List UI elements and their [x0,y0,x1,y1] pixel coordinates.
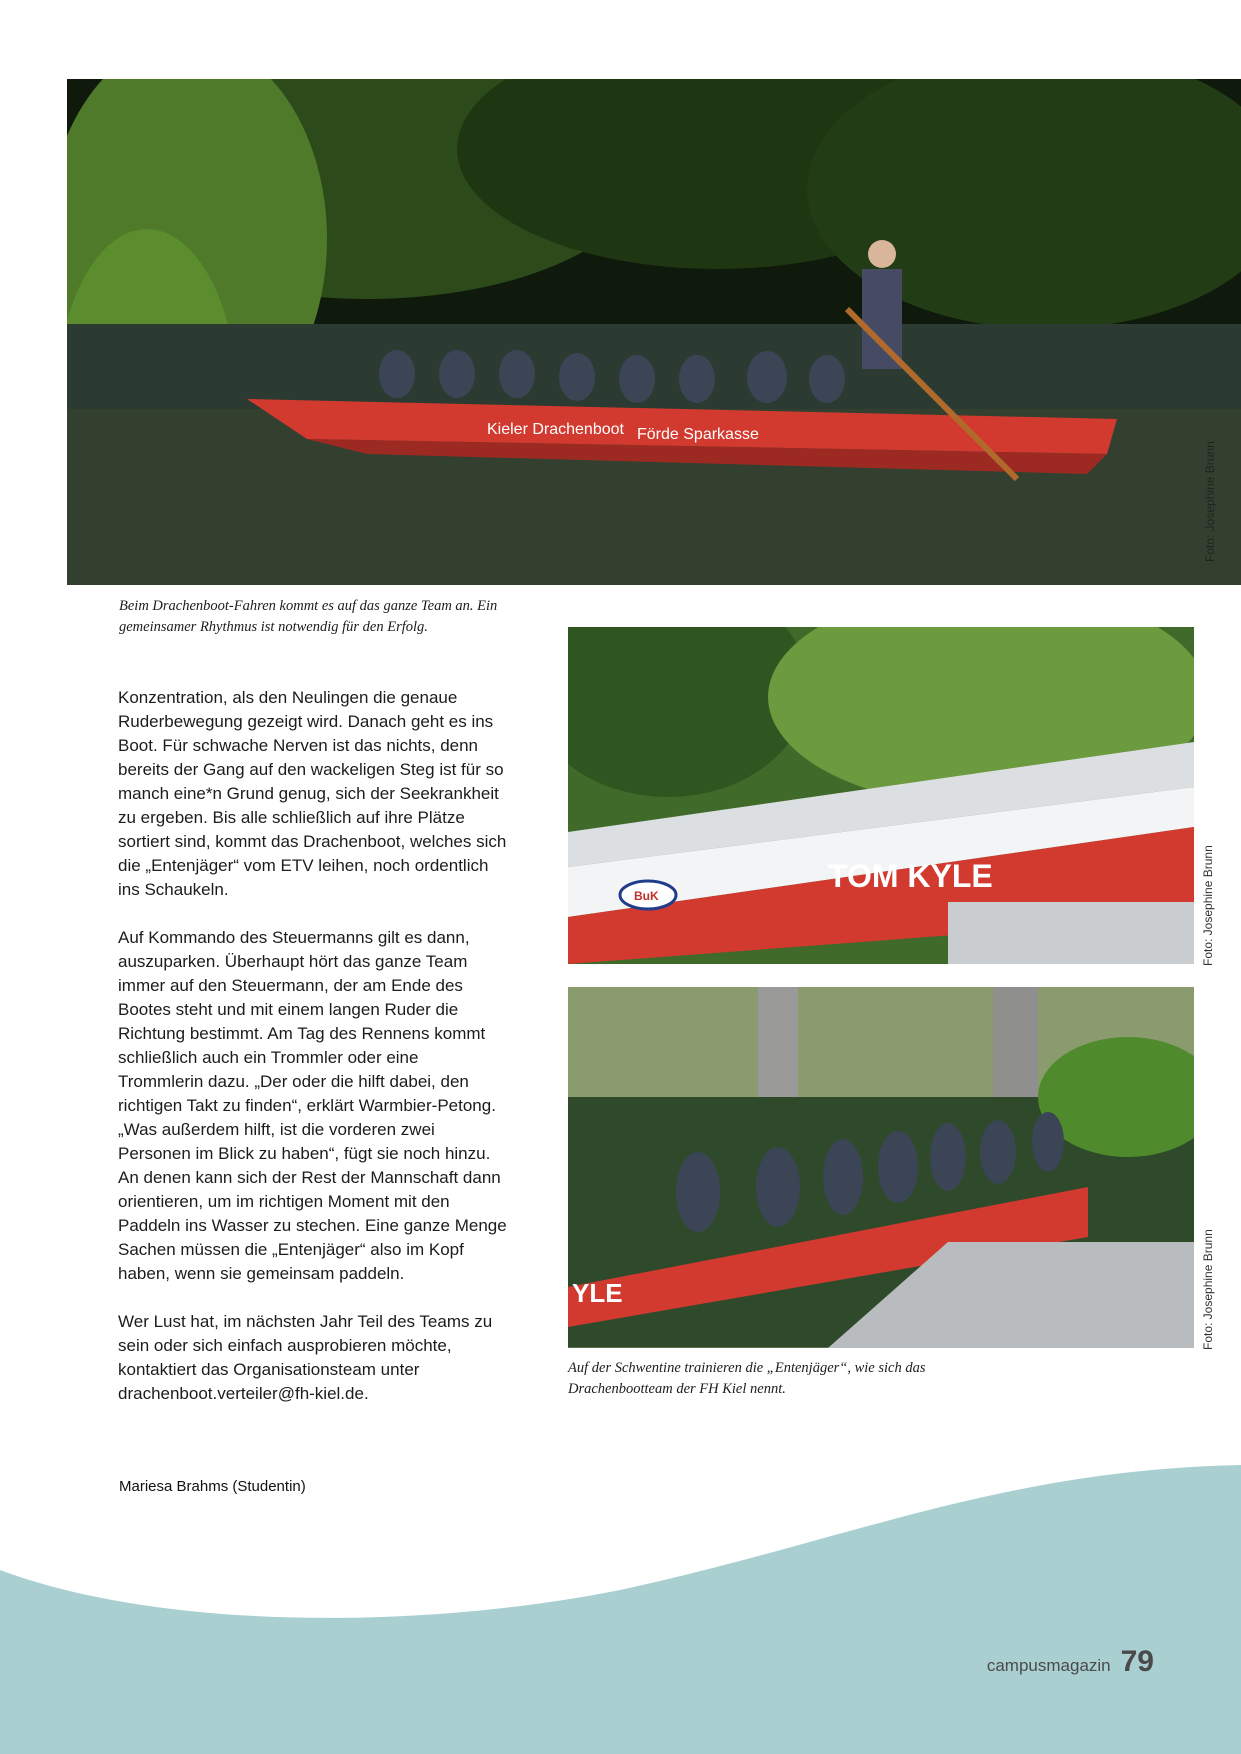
page-number: 79 [1120,1645,1154,1678]
page-footer [987,1645,1154,1679]
footer-brand: campusmagazin [986,1656,1111,1675]
article-paragraph-1: Konzentration, als den Neulingen die genaue Ruderbewegung gezeigt wird. Danach geht es ins Boot. Für schwache Nerven ist das nichts, denn bereits der Gang auf den wackeligen Steg ist für so manch eine*n Grund genug, sich der Seekrankheit zu ergeben. Bis alle schließlich auf ihre Plätze sortiert sind, kommt das Drachenboot, welches sich die „Entenjäger“ vom ETV leihen, noch ordentlich ins Schaukeln. [118,688,507,899]
closeup-badge: BuK [634,889,659,903]
photo-dragon-boat-team [67,79,1241,585]
caption-main-photo: Beim Drachenboot-Fahren kommt es auf das ganze Team an. Ein gemeinsamer Rhythmus ist notwendig für den Erfolg. [119,598,498,635]
main-boat-sponsor: Förde Sparkasse [637,426,759,443]
photo-credit-main: Foto: Josephine Brunn [1203,441,1217,562]
article-body [118,686,508,1430]
article-author: Mariesa Brahms (Studentin) [119,1478,306,1495]
photo-boat-closeup [568,627,1194,964]
photo-training-schwentine [568,987,1194,1348]
article-paragraph-2: Auf Kommando des Steuermanns gilt es dann, auszuparken. Überhaupt hört das ganze Team immer auf den Steuermann, der am Ende des Bootes steht und mit einem langen Ruder die Richtung bestimmt. Am Tag des Rennens kommt schließlich auch ein Trommler oder eine Trommlerin dazu. „Der oder die hilft dabei, den richtigen Takt zu finden“, erklärt Warmbier-Petong. „Was außerdem hilft, ist die vorderen zwei Personen im Blick zu haben“, fügt sie noch hinzu. An denen kann sich der Rest der Mannschaft dann orientieren, um im richtigen Moment mit den Paddeln ins Wasser zu stechen. Eine ganze Menge Sachen müssen die „Entenjäger“ also im Kopf haben, wenn sie gemeinsam paddeln. [118,928,507,1283]
photo-credit-training: Foto: Josephine Brunn [1201,1229,1215,1350]
article-paragraph-3: Wer Lust hat, im nächsten Jahr Teil des Teams zu sein oder sich einfach ausprobieren möchte, kontaktiert das Organisationsteam unter drachenboot.verteiler@fh-kiel.de. [118,1312,493,1403]
closeup-boat-name: TOM KYLE [828,858,993,894]
footer-wave [0,1440,1241,1754]
caption-training-photo: Auf der Schwentine trainieren die „Entenjäger“, wie sich das Drachenbootteam der FH Kiel nennt. [568,1360,926,1397]
photo-credit-closeup: Foto: Josephine Brunn [1201,845,1215,966]
main-boat-label: Kieler Drachenboot [487,421,624,438]
training-boat-fragment: YLE [572,1278,623,1308]
